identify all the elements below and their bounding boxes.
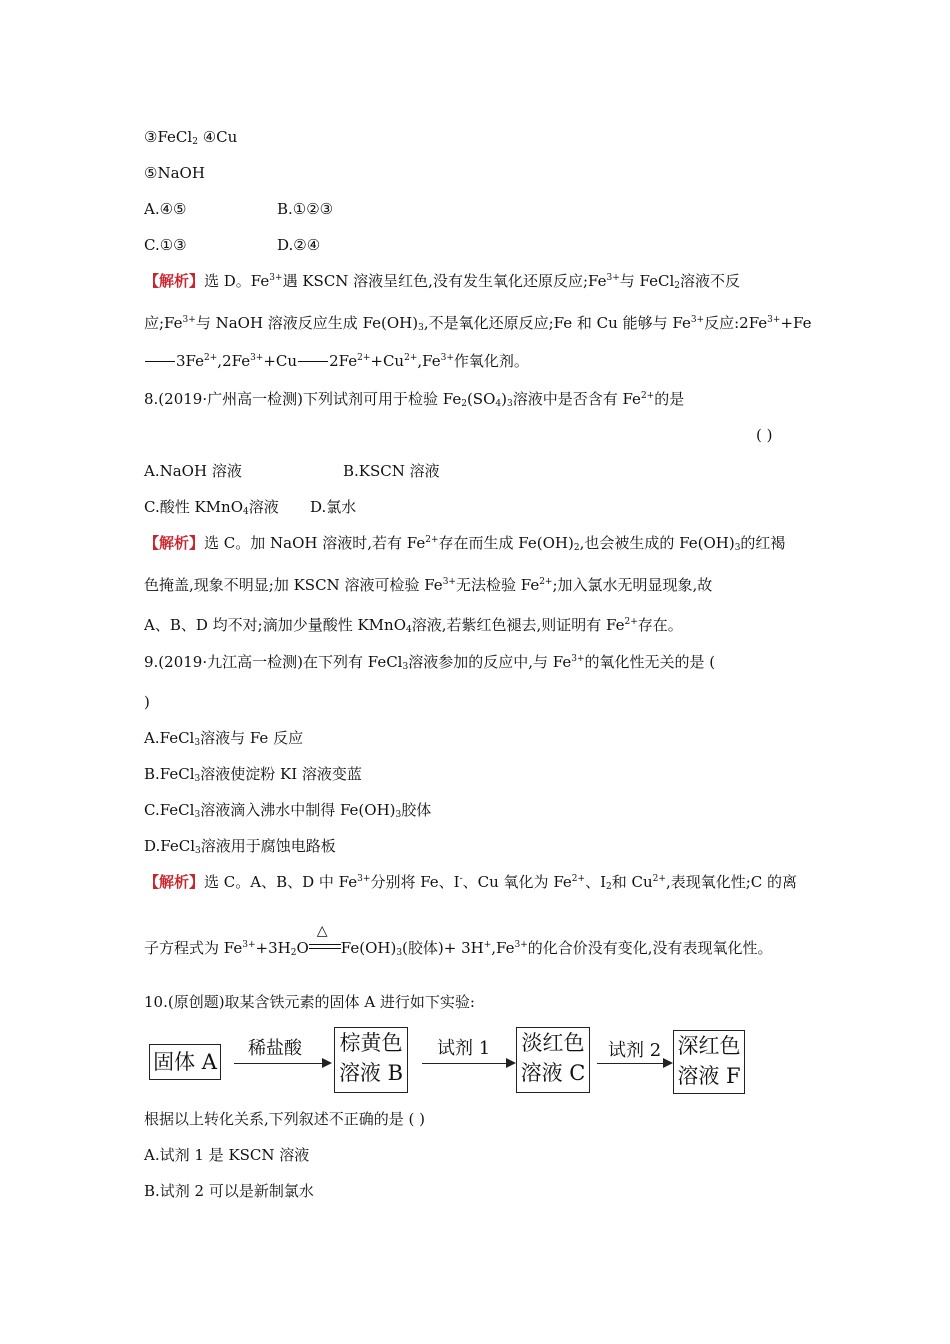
q10-question: 根据以上转化关系,下列叙述不正确的是 ( ) bbox=[144, 1110, 426, 1128]
q7-choice-b: B.①②③ bbox=[277, 200, 334, 218]
q10-choice-a: A.试剂 1 是 KSCN 溶液 bbox=[144, 1146, 310, 1164]
q8-analysis-line-1: 【解析】选 C。加 NaOH 溶液时,若有 $Fe^{2+}$存在而生成 $Fe(OH)_2$,也会被生成的 $Fe(OH)_3$的红褐 bbox=[144, 534, 786, 553]
equals-sign bbox=[298, 361, 328, 362]
box-solid-a: 固体 A bbox=[149, 1044, 221, 1080]
q9-choice-d: D.FeCl$_3$溶液用于腐蚀电路板 bbox=[144, 837, 336, 856]
q9-analysis-line-1: 【解析】选 C。A、B、D 中 $Fe^{3+}$分别将 Fe、I-、Cu 氧化为 $Fe^{2+}$、$I_2$和 $Cu^{2+}$,表现氧化性;C 的离 bbox=[144, 873, 798, 892]
analysis-tag: 【解析】 bbox=[144, 534, 205, 552]
q7-choice-c: C.①③ bbox=[144, 236, 187, 254]
box-solution-f bbox=[673, 1030, 745, 1094]
q9-choice-c: C.FeCl$_3$溶液滴入沸水中制得 $Fe(OH)_3$胶体 bbox=[144, 801, 432, 820]
q9-choice-b: B.FeCl$_3$溶液使淀粉 KI 溶液变蓝 bbox=[144, 765, 362, 784]
q8-answer-paren: ( ) bbox=[756, 426, 773, 444]
q10-choice-b: B.试剂 2 可以是新制氯水 bbox=[144, 1182, 314, 1200]
q7-analysis-line-3: $3Fe^{2+},2Fe^{3+}+Cu$ $2Fe^{2+}+Cu^{2+},Fe^{3+}$作氧化剂。 bbox=[144, 351, 529, 371]
q8-choice-c: C.酸性 KMnO$_4$溶液 bbox=[144, 498, 279, 517]
analysis-tag: 【解析】 bbox=[144, 272, 205, 290]
q9-stem: 9.(2019·九江高一检测)在下列有 FeCl$_3$溶液参加的反应中,与 $Fe^{3+}$的氧化性无关的是 ( bbox=[144, 653, 716, 672]
arrow-label-1: 稀盐酸 bbox=[248, 1038, 302, 1059]
arrow-3 bbox=[597, 1063, 663, 1064]
box-solution-c bbox=[516, 1027, 590, 1093]
q8-choice-d: D.氯水 bbox=[310, 498, 357, 516]
arrow-label-2: 试剂 1 bbox=[437, 1038, 491, 1059]
box-b-line-2: 溶液 B bbox=[338, 1061, 404, 1085]
q9-analysis-line-2: 子方程式为 $Fe^{3+}+3H_2O$ △ $Fe(OH)_3$(胶体)+ $3H^+,Fe^{3+}$的化合价没有变化,没有表现氧化性。 bbox=[144, 923, 773, 958]
q8-analysis-line-2: 色掩盖,现象不明显;加 KSCN 溶液可检验 $Fe^{3+}$无法检验 $Fe^{2+}$;加入氯水无明显现象,故 bbox=[144, 576, 713, 594]
q10-stem: 10.(原创题)取某含铁元素的固体 A 进行如下实验: bbox=[144, 993, 475, 1011]
arrow-head-3 bbox=[663, 1058, 673, 1068]
arrow-label-3: 试剂 2 bbox=[608, 1040, 662, 1061]
q7-option-5: ⑤NaOH bbox=[144, 164, 205, 182]
analysis-tag: 【解析】 bbox=[144, 873, 205, 891]
q8-stem: 8.(2019·广州高一检测)下列试剂可用于检验 $Fe_2(SO_4)_3$溶液中是否含有 $Fe^{2+}$的是 bbox=[144, 390, 685, 409]
heat-condition-equals bbox=[309, 923, 341, 953]
box-b-line-1: 棕黄色 bbox=[339, 1031, 403, 1055]
box-f-line-2: 溶液 F bbox=[677, 1064, 741, 1088]
box-solution-b bbox=[334, 1027, 408, 1093]
q8-choice-a: A.NaOH 溶液 bbox=[144, 462, 242, 480]
arrow-2 bbox=[422, 1063, 506, 1064]
q7-analysis-line-2: 应$;Fe^{3+}$与 NaOH 溶液反应生成 $Fe(OH)_3$,不是氧化还原反应;Fe 和 Cu 能够与 $Fe^{3+}$反应$:2Fe^{3+}+Fe$ bbox=[144, 314, 812, 333]
box-f-line-1: 深红色 bbox=[677, 1034, 741, 1058]
q7-choice-a: A.④⑤ bbox=[144, 200, 187, 218]
arrow-1 bbox=[234, 1063, 322, 1064]
q7-choice-d: D.②④ bbox=[277, 236, 321, 254]
box-c-line-2: 溶液 C bbox=[520, 1061, 586, 1085]
q8-analysis-line-3: A、B、D 均不对;滴加少量酸性 KMnO$_4$溶液,若紫红色褪去,则证明有 $Fe^{2+}$存在。 bbox=[144, 616, 683, 635]
delta-symbol: △ bbox=[316, 923, 328, 939]
arrow-head-2 bbox=[506, 1058, 516, 1068]
equals-sign bbox=[145, 361, 175, 362]
arrow-head-1 bbox=[322, 1058, 332, 1068]
q9-choice-a: A.FeCl$_3$溶液与 Fe 反应 bbox=[144, 729, 304, 748]
q7-analysis-line-1: 【解析】选 D。$Fe^{3+}$遇 KSCN 溶液呈红色,没有发生氧化还原反应$;Fe^{3+}$与 FeCl$_2$溶液不反 bbox=[144, 272, 741, 291]
q9-stem-close-paren: ) bbox=[144, 693, 150, 711]
q8-choice-b: B.KSCN 溶液 bbox=[343, 462, 440, 480]
box-c-line-1: 淡红色 bbox=[521, 1031, 585, 1055]
q7-options-3-4: ③FeCl$_2$ ④Cu bbox=[144, 128, 238, 147]
